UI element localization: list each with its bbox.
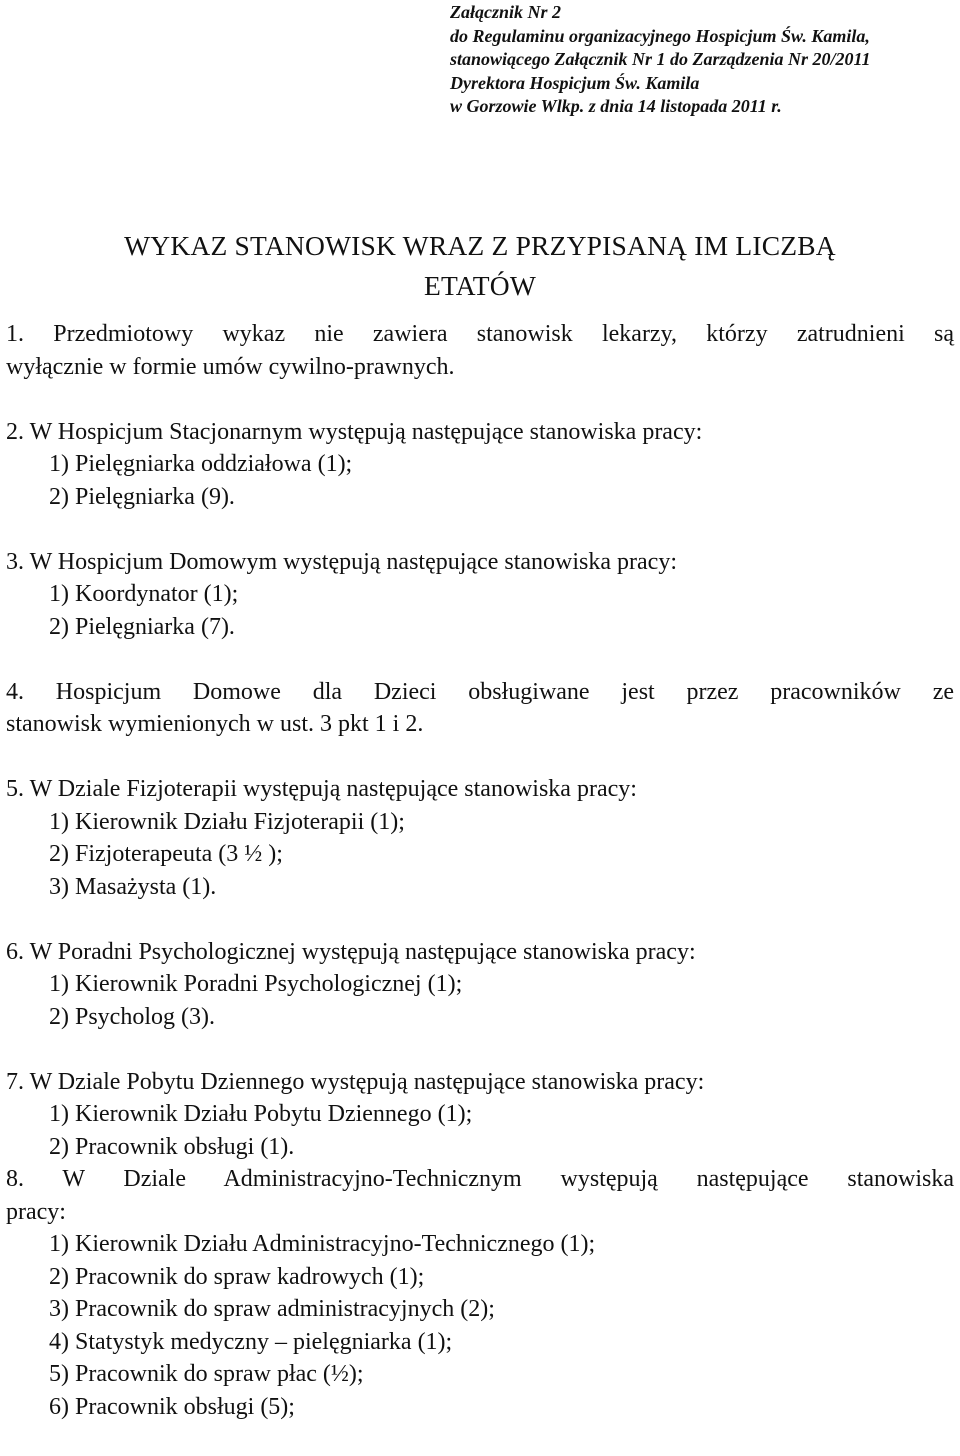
- section-2: [6, 416, 954, 514]
- section-6-heading: 6. W Poradni Psychologicznej występują następujące stanowiska pracy:: [6, 938, 696, 965]
- paragraph-gap: [6, 741, 954, 774]
- section-1-line: wyłącznie w formie umów cywilno-prawnych.: [6, 353, 455, 380]
- title-line: WYKAZ STANOWISK WRAZ Z PRZYPISANĄ IM LICZBĄ: [124, 230, 836, 261]
- section-8: [6, 1163, 954, 1423]
- list-item: 2) Fizjoterapeuta (3 ½ );: [49, 841, 283, 867]
- section-5-heading: 5. W Dziale Fizjoterapii występują następujące stanowiska pracy:: [6, 776, 637, 802]
- section-7-heading: 7. W Dziale Pobytu Dziennego występują następujące stanowiska pracy:: [6, 1068, 705, 1095]
- list-item: 1) Koordynator (1);: [49, 581, 239, 607]
- list-item: 6) Pracownik obsługi (5);: [49, 1393, 295, 1420]
- paragraph-gap: [6, 903, 954, 936]
- section-3: [6, 546, 954, 644]
- list-item: 2) Pielęgniarka (7).: [49, 613, 235, 640]
- section-4-line: 4. Hospicjum Domowe dla Dzieci obsługiwane jest przez pracowników ze: [6, 678, 954, 705]
- annex-line: Załącznik Nr 2: [450, 2, 562, 22]
- annex-line: w Gorzowie Wlkp. z dnia 14 listopada 2011 r.: [450, 96, 782, 117]
- paragraph-gap: [6, 1033, 954, 1066]
- list-item: 1) Kierownik Poradni Psychologicznej (1);: [49, 971, 463, 997]
- section-4: [6, 676, 954, 741]
- list-item: 1) Kierownik Działu Pobytu Dziennego (1);: [49, 1101, 473, 1127]
- title-line: ETATÓW: [423, 270, 537, 301]
- list-item: 2) Pielęgniarka (9).: [49, 483, 235, 510]
- list-item: 1) Pielęgniarka oddziałowa (1);: [49, 451, 353, 477]
- annex-line: do Regulaminu organizacyjnego Hospicjum Św. Kamila,: [450, 25, 870, 46]
- section-7: [6, 1066, 954, 1164]
- paragraph-gap: [6, 383, 954, 416]
- list-item: 4) Statystyk medyczny – pielęgniarka (1);: [49, 1328, 453, 1355]
- list-item: 2) Pracownik obsługi (1).: [49, 1133, 295, 1160]
- list-item: 3) Masażysta (1).: [49, 873, 217, 900]
- section-3-heading: 3. W Hospicjum Domowym występują następujące stanowiska pracy:: [6, 548, 677, 575]
- section-6: [6, 936, 954, 1034]
- annex-header: [450, 1, 871, 119]
- document-body: [6, 318, 954, 1423]
- section-1: [6, 318, 954, 383]
- annex-line: Dyrektora Hospicjum Św. Kamila: [450, 72, 700, 93]
- paragraph-gap: [6, 643, 954, 676]
- section-2-heading: 2. W Hospicjum Stacjonarnym występują następujące stanowiska pracy:: [6, 418, 703, 445]
- list-item: 2) Psycholog (3).: [49, 1003, 215, 1030]
- section-8-line: pracy:: [6, 1198, 66, 1225]
- document-title: [0, 226, 960, 306]
- list-item: 5) Pracownik do spraw płac (½);: [49, 1361, 364, 1387]
- list-item: 3) Pracownik do spraw administracyjnych (2);: [49, 1296, 495, 1322]
- annex-line: stanowiącego Załącznik Nr 1 do Zarządzenia Nr 20/2011: [450, 49, 871, 70]
- section-1-line: 1. Przedmiotowy wykaz nie zawiera stanowisk lekarzy, którzy zatrudnieni są: [6, 321, 954, 347]
- list-item: 2) Pracownik do spraw kadrowych (1);: [49, 1263, 425, 1290]
- list-item: 1) Kierownik Działu Administracyjno-Technicznego (1);: [49, 1231, 596, 1257]
- paragraph-gap: [6, 513, 954, 546]
- section-8-line: 8. W Dziale Administracyjno-Technicznym występują następujące stanowiska: [6, 1166, 954, 1192]
- section-4-line: stanowisk wymienionych w ust. 3 pkt 1 i 2.: [6, 711, 424, 737]
- list-item: 1) Kierownik Działu Fizjoterapii (1);: [49, 808, 405, 835]
- section-5: [6, 773, 954, 903]
